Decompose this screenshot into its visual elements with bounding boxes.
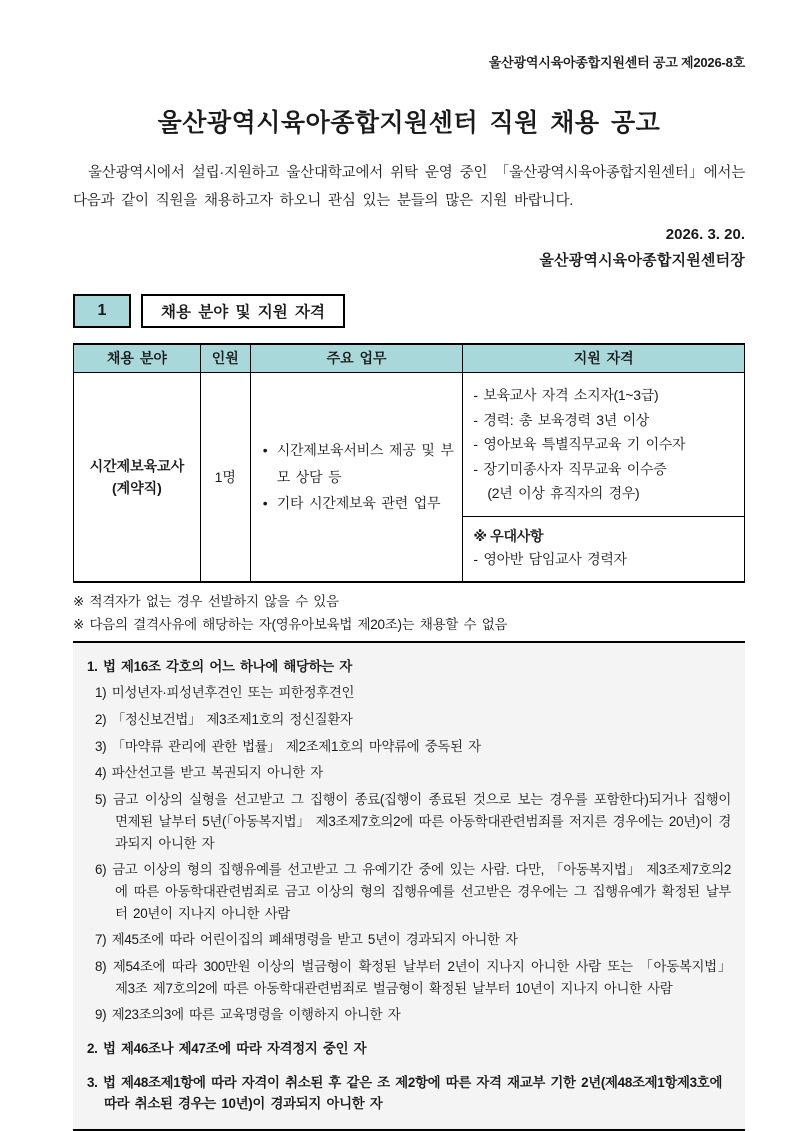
disqualification-subitem: 2) 「정신보건법」 제3조제1호의 정신질환자: [95, 712, 353, 728]
disqualification-subitem: 3) 「마약류 관리에 관한 법률」 제2조제1호의 마약류에 중독된 자: [95, 738, 481, 754]
col-header-count: 인원: [200, 344, 250, 373]
disqualification-subitem: 4) 파산선고를 받고 복권되지 아니한 자: [95, 765, 323, 781]
intro-paragraph: 울산광역시에서 설립·지원하고 울산대학교에서 위탁 운영 중인 「울산광역시육아종합지원센터」에서는 다음과 같이 직원을 채용하고자 하오니 관심 있는 분들의 많은 지원 바랍니다.: [73, 165, 745, 210]
preferred-item: - 영아반 담임교사 경력자: [473, 550, 627, 567]
announcement-date: 2026. 3. 20.: [665, 225, 745, 243]
disqualification-item-1: 1. 법 제16조 각호의 어느 하나에 해당하는 자: [87, 658, 352, 674]
col-header-duties: 주요 업무: [250, 344, 463, 373]
note-line: ※ 적격자가 없는 경우 선발하지 않을 수 있음: [73, 594, 339, 610]
qualification-item: - 보육교사 자격 소지자(1~3급): [473, 387, 659, 404]
cell-preferred: [463, 516, 745, 582]
duty-item: [263, 490, 455, 517]
note-line: ※ 다음의 결격사유에 해당하는 자(영유아보육법 제20조)는 채용할 수 없음: [73, 616, 508, 632]
cell-headcount: 1명: [200, 373, 250, 583]
disqualification-subitem: 1) 미성년자·피성년후견인 또는 피한정후견인: [95, 685, 355, 701]
disqualification-item-2: 2. 법 제46조나 제47조에 따라 자격정지 중인 자: [87, 1041, 367, 1057]
recruit-table: [73, 343, 745, 584]
disqualification-subitem: 9) 제23조의3에 따른 교육명령을 이행하지 아니한 자: [95, 1007, 401, 1023]
duty-item: [263, 437, 455, 490]
position-name: 시간제보육교사: [89, 457, 185, 474]
disqualification-subitem: 6) 금고 이상의 형의 집행유예를 선고받고 그 유예기간 중에 있는 사람. 다만, 「아동복지법」 제3조제7호의2에 따른 아동학대관련범죄로 금고 이상의 형의 집행유예를 선고받은 경우에는 그 집행유예가 확정된 날부터 20년이 지나지 아니한 사람: [95, 862, 731, 921]
col-header-field: 채용 분야: [74, 344, 201, 373]
qualification-item-continuation: (2년 이상 휴직자의 경우): [487, 485, 640, 502]
disqualification-subitem: 5) 금고 이상의 실형을 선고받고 그 집행이 종료(집행이 종료된 것으로 보는 경우를 포함한다)되거나 집행이 면제된 날부터 5년(「아동복지법」 제3조제7호의2에 따른 아동학대관련범죄를 저지른 경우에는 20년)이 경과되지 아니한 자: [95, 792, 731, 851]
cell-duties: [250, 373, 463, 583]
duty-text: 시간제보육서비스 제공 및 부모 상담 등: [276, 442, 454, 485]
notice-number: 울산광역시육아종합지원센터 공고 제2026-8호: [488, 55, 745, 70]
recruit-table-row: [74, 373, 745, 517]
bullet-icon: •: [262, 442, 268, 459]
recruit-table-header-row: [74, 344, 745, 373]
table-notes: [73, 591, 745, 637]
qualification-item: - 경력: 총 보육경력 3년 이상: [473, 411, 650, 428]
duty-text: 기타 시간제보육 관련 업무: [276, 495, 441, 512]
bullet-icon: •: [262, 495, 268, 512]
disqualification-subitem: 8) 제54조에 따라 300만원 이상의 벌금형이 확정된 날부터 2년이 지나지 아니한 사람 또는 「아동복지법」 제3조 제7호의2에 따른 아동학대관련범죄로 벌금형이 확정된 날부터 10년이 지나지 아니한 사람: [95, 959, 731, 996]
disqualification-subitem: 7) 제45조에 따라 어린이집의 폐쇄명령을 받고 5년이 경과되지 아니한 자: [95, 932, 518, 948]
preferred-heading: ※ 우대사항: [473, 528, 544, 545]
section-1-header: [73, 294, 745, 328]
cell-position: [74, 373, 201, 583]
qualification-item: - 장기미종사자 직무교육 이수증: [473, 460, 667, 477]
disqualification-box: [73, 641, 745, 1131]
qualification-item: - 영아보육 특별직무교육 기 이수자: [473, 436, 686, 453]
cell-qualifications: [463, 373, 745, 517]
section-number-badge: 1: [73, 294, 131, 328]
col-header-qualification: 지원 자격: [463, 344, 745, 373]
disqualification-item-3: 3. 법 제48조제1항에 따라 자격이 취소된 후 같은 조 제2항에 따른 자격 재교부 기한 2년(제48조제1항제3호에 따라 취소된 경우는 10년)이 경과되지 아니한 자: [87, 1074, 723, 1112]
page-title: 울산광역시육아종합지원센터 직원 채용 공고: [157, 109, 661, 137]
announcement-signer: 울산광역시육아종합지원센터장: [539, 251, 745, 269]
section-title: 채용 분야 및 지원 자격: [141, 294, 345, 328]
position-type: (계약직): [111, 480, 162, 497]
